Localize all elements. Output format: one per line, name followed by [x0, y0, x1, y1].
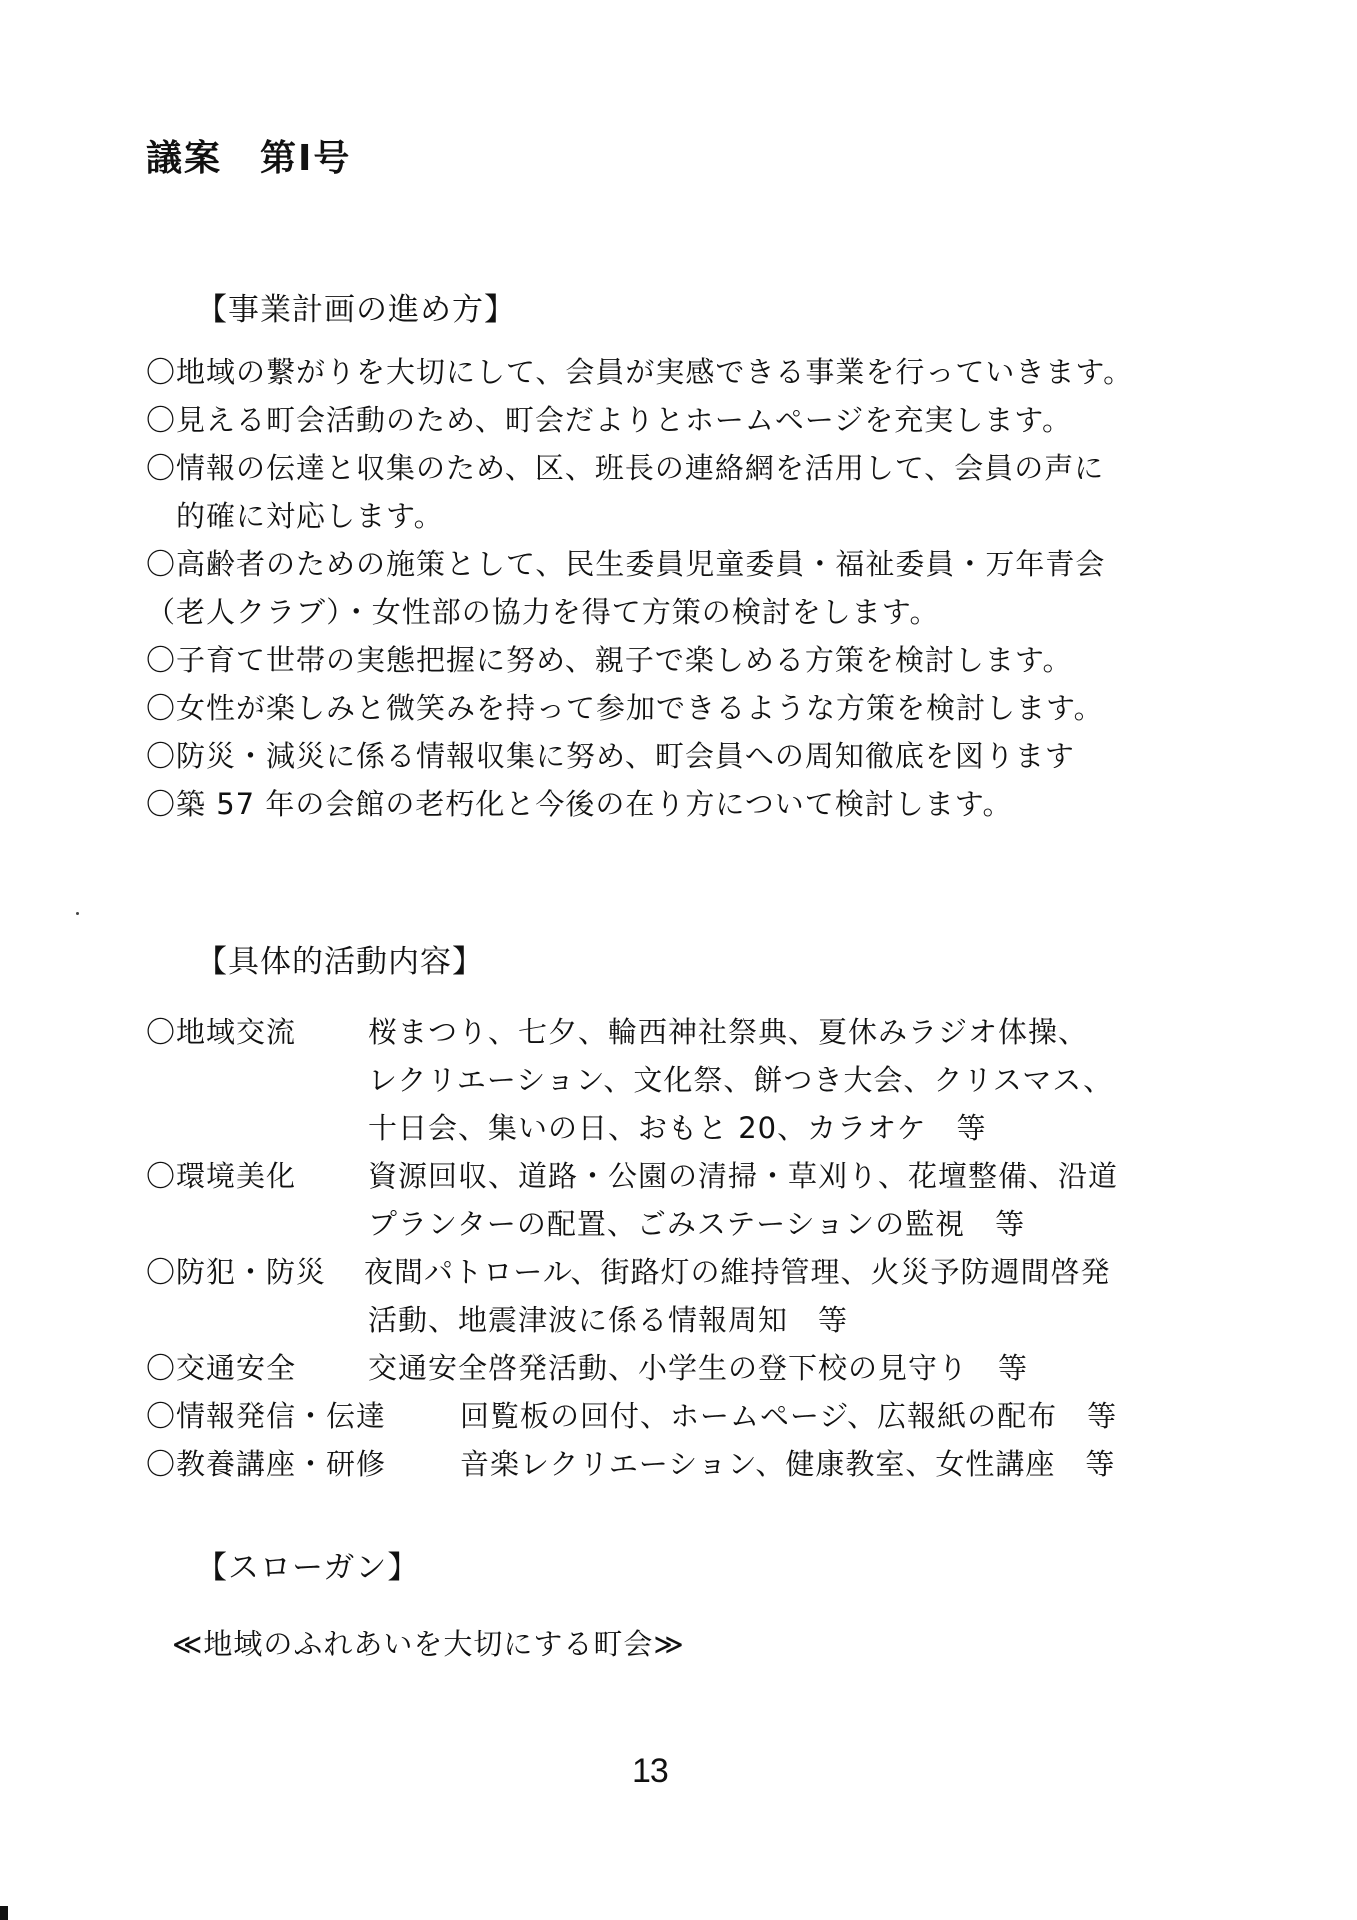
activity-description: 十日会、集いの日、おもと 20、カラオケ 等 — [368, 1111, 987, 1145]
activity-row — [146, 1344, 1246, 1392]
plan-item: 〇情報の伝達と収集のため、区、班長の連絡網を活用して、会員の声に — [146, 451, 1105, 485]
activity-description: 夜間パトロール、街路灯の維持管理、火災予防週間啓発 — [364, 1255, 1111, 1289]
plan-item-continuation: 的確に対応します。 — [176, 499, 444, 533]
plan-item: 〇女性が楽しみと微笑みを持って参加できるような方策を検討します。 — [146, 691, 1104, 725]
scan-speck — [76, 912, 79, 915]
plan-item: 〇高齢者のための施策として、民生委員児童委員・福祉委員・万年青会 — [146, 547, 1106, 581]
activities-heading: 【具体的活動内容】 — [196, 944, 484, 980]
activity-description: 回覧板の回付、ホームページ、広報紙の配布 等 — [460, 1399, 1118, 1433]
activity-category: 〇環境美化 — [146, 1159, 297, 1193]
activity-category: 〇交通安全 — [146, 1351, 297, 1385]
activity-row — [146, 1104, 1246, 1152]
activity-row — [146, 1296, 1246, 1344]
activity-description: 資源回収、道路・公園の清掃・草刈り、花壇整備、沿道 — [368, 1159, 1119, 1193]
plan-item: 〇見える町会活動のため、町会だよりとホームページを充実します。 — [146, 403, 1072, 437]
page-number: 13 — [632, 1752, 668, 1790]
scan-edge-mark — [0, 1906, 8, 1920]
plan-item: 〇子育て世帯の実態把握に努め、親子で楽しめる方策を検討します。 — [146, 643, 1073, 677]
plan-heading: 【事業計画の進め方】 — [196, 292, 516, 328]
plan-item: 〇防災・減災に係る情報収集に努め、町会員への周知徹底を図ります — [146, 739, 1075, 773]
activity-category: 〇情報発信・伝達 — [146, 1399, 387, 1433]
activity-description: 交通安全啓発活動、小学生の登下校の見守り 等 — [368, 1351, 1029, 1385]
slogan-heading: 【スローガン】 — [196, 1550, 420, 1586]
activity-row — [146, 1392, 1246, 1440]
activity-row — [146, 1008, 1246, 1056]
activity-row — [146, 1152, 1246, 1200]
activity-description: 音楽レクリエーション、健康教室、女性講座 等 — [460, 1447, 1116, 1481]
activity-row — [146, 1248, 1246, 1296]
slogan-text: ≪地域のふれあいを大切にする町会≫ — [172, 1627, 685, 1661]
activity-row — [146, 1056, 1246, 1104]
activity-row — [146, 1200, 1246, 1248]
activity-category: 〇地域交流 — [146, 1015, 297, 1049]
plan-item: 〇築 57 年の会館の老朽化と今後の在り方について検討します。 — [146, 787, 1013, 821]
plan-item: 〇地域の繋がりを大切にして、会員が実感できる事業を行っていきます。 — [146, 355, 1134, 389]
activity-list — [146, 1008, 1246, 1488]
activity-category: 〇防犯・防災 — [146, 1255, 327, 1289]
activity-description: 活動、地震津波に係る情報周知 等 — [368, 1303, 849, 1337]
activity-description: 桜まつり、七夕、輪西神社祭典、夏休みラジオ体操、 — [368, 1015, 1089, 1049]
activity-description: レクリエーション、文化祭、餅つき大会、クリスマス、 — [368, 1063, 1114, 1097]
activity-category: 〇教養講座・研修 — [146, 1447, 387, 1481]
page-title: 議案 第Ⅰ号 — [146, 138, 352, 179]
activity-row — [146, 1440, 1246, 1488]
plan-item-continuation: （老人クラブ）・女性部の協力を得て方策の検討をします。 — [146, 595, 940, 629]
activity-description: プランターの配置、ごみステーションの監視 等 — [368, 1207, 1026, 1241]
plan-list — [146, 348, 1246, 828]
